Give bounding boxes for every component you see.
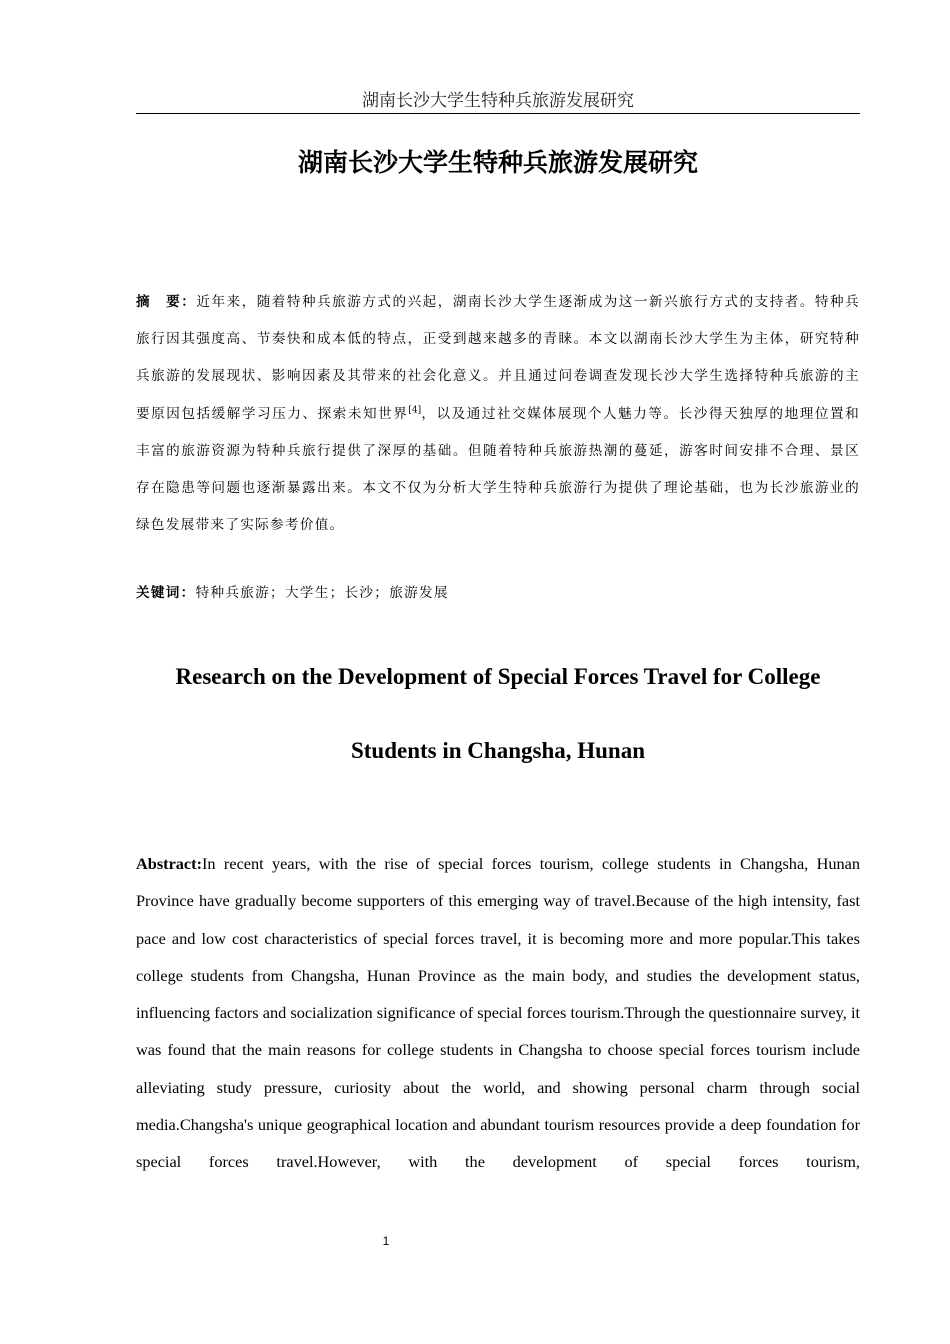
- citation-marker: [4]: [408, 405, 422, 416]
- english-title-line-2: Students in Changsha, Hunan: [350, 738, 646, 763]
- chinese-abstract-text-part-2: ，以及通过社交媒体展现个人魅力等。长沙得天独厚的地理位置和丰富的旅游资源为特种兵旅行提供了深厚的基础。但随着特种兵旅游热潮的蔓延，游客时间安排不合理、景区存在隐患等问题也逐渐暴露出来。本文不仅为分析大学生特种兵旅游行为提供了理论基础，也为长沙旅游业的绿色发展带来了实际参考价值。: [136, 405, 860, 534]
- english-abstract-label: Abstract:: [136, 854, 203, 873]
- chinese-abstract-text-part-1: 近年来，随着特种兵旅游方式的兴起，湖南长沙大学生逐渐成为这一新兴旅行方式的支持者。特种兵旅行因其强度高、节奏快和成本低的特点，正受到越来越多的青睐。本文以湖南长沙大学生为主体，研究特种兵旅游的发展现状、影响因素及其带来的社会化意义。并且通过问卷调查发现长沙大学生选择特种兵旅游的主要原因包括缓解学习压力、探索未知世界: [136, 294, 861, 422]
- chinese-keywords: [136, 580, 860, 606]
- chinese-keywords-label: 关键词：: [136, 585, 196, 601]
- english-title: [136, 640, 860, 788]
- header-divider: [136, 113, 860, 114]
- chinese-abstract: [136, 284, 860, 544]
- english-abstract-text: In recent years, with the rise of special forces tourism, college students in Changsha, Hunan Province have gradually become supporters of this emerging way of travel.Because of the high intensity, fast pace and low cost characteristics of special forces travel, it is becoming more and more popular.This takes college students from Changsha, Hunan Province as the main body, and studies the development status, influencing factors and socialization significance of special forces tourism.Through the questionnaire survey, it was found that the main reasons for college students in Changsha to choose special forces tourism include alleviating study pressure, curiosity about the world, and showing personal charm through social media.Changsha's unique geographical location and abundant tourism resources provide a deep foundation for special forces travel.However, with the development of special forces tourism,: [136, 854, 860, 1172]
- chinese-abstract-label: 摘 要：: [136, 294, 197, 310]
- running-header: 湖南长沙大学生特种兵旅游发展研究: [362, 91, 634, 111]
- chinese-title: 湖南长沙大学生特种兵旅游发展研究: [297, 148, 698, 177]
- english-abstract: [136, 845, 860, 1181]
- page-number: 1: [382, 1234, 390, 1248]
- chinese-keywords-text: 特种兵旅游；大学生；长沙；旅游发展: [195, 585, 449, 601]
- english-title-line-1: Research on the Development of Special Forces Travel for College: [175, 664, 821, 689]
